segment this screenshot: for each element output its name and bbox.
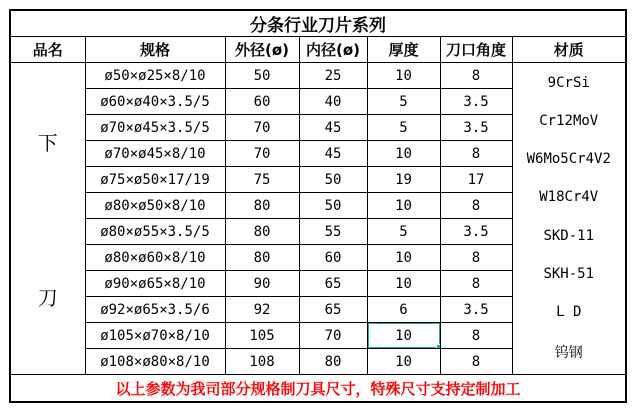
cell-outer[interactable]: 90 — [225, 271, 299, 297]
cell-thickness[interactable]: 10 — [367, 245, 440, 271]
cell-thickness[interactable]: 10 — [367, 141, 440, 167]
header-inner-diameter[interactable]: 内径(ø) — [299, 37, 367, 63]
cell-angle[interactable]: 17 — [440, 167, 512, 193]
cell-thickness[interactable]: 5 — [367, 115, 440, 141]
cell-angle[interactable]: 8 — [440, 323, 512, 349]
cell-outer[interactable]: 92 — [225, 297, 299, 323]
product-char-top: 下 — [37, 130, 58, 155]
cell-inner[interactable]: 45 — [299, 141, 367, 167]
blade-spec-table — [9, 9, 627, 403]
cell-angle[interactable]: 8 — [440, 271, 512, 297]
cell-inner[interactable]: 55 — [299, 219, 367, 245]
cell-inner[interactable]: 65 — [299, 271, 367, 297]
cell-angle[interactable]: 8 — [440, 63, 512, 89]
material-item: W6Mo5Cr4V2 — [526, 151, 611, 168]
material-item: 9CrSi — [547, 74, 590, 91]
cell-spec[interactable]: ø50×ø25×8/10 — [85, 63, 225, 89]
cell-thickness[interactable]: 10 — [367, 349, 440, 375]
material-item: L D — [556, 304, 582, 321]
table-row — [10, 63, 626, 89]
cell-outer[interactable]: 80 — [225, 193, 299, 219]
cell-inner[interactable]: 45 — [299, 115, 367, 141]
material-cell[interactable] — [512, 63, 626, 375]
cell-outer[interactable]: 108 — [225, 349, 299, 375]
cell-spec[interactable]: ø90×ø65×8/10 — [85, 271, 225, 297]
table-title-row — [10, 10, 626, 37]
table-title[interactable]: 分条行业刀片系列 — [10, 10, 626, 37]
cell-spec[interactable]: ø80×ø55×3.5/5 — [85, 219, 225, 245]
cell-spec[interactable]: ø108×ø80×8/10 — [85, 349, 225, 375]
cell-thickness[interactable]: 5 — [367, 219, 440, 245]
cell-inner[interactable]: 70 — [299, 323, 367, 349]
material-item: SKD-11 — [543, 227, 595, 244]
cell-inner[interactable]: 50 — [299, 193, 367, 219]
cell-spec[interactable]: ø105×ø70×8/10 — [85, 323, 225, 349]
cell-spec[interactable]: ø70×ø45×8/10 — [85, 141, 225, 167]
cell-inner[interactable]: 80 — [299, 349, 367, 375]
cell-thickness[interactable]: 10 — [367, 271, 440, 297]
cell-inner[interactable]: 25 — [299, 63, 367, 89]
header-product-name[interactable]: 品名 — [10, 37, 85, 63]
cell-angle[interactable]: 8 — [440, 245, 512, 271]
material-item: Cr12MoV — [539, 112, 599, 129]
cell-angle[interactable]: 3.5 — [440, 219, 512, 245]
material-item: SKH-51 — [543, 265, 595, 282]
cell-outer[interactable]: 50 — [225, 63, 299, 89]
cell-angle[interactable]: 8 — [440, 349, 512, 375]
table-header-row — [10, 37, 626, 63]
cell-thickness[interactable]: 10 — [367, 193, 440, 219]
material-item: 钨钢 — [554, 345, 583, 362]
cell-inner[interactable]: 40 — [299, 89, 367, 115]
header-thickness[interactable]: 厚度 — [367, 37, 440, 63]
cell-thickness[interactable]: 5 — [367, 89, 440, 115]
header-outer-diameter[interactable]: 外径(ø) — [225, 37, 299, 63]
cell-spec[interactable]: ø80×ø50×8/10 — [85, 193, 225, 219]
cell-angle[interactable]: 8 — [440, 141, 512, 167]
spreadsheet-grid — [9, 9, 627, 403]
cell-inner[interactable]: 60 — [299, 245, 367, 271]
cell-thickness[interactable]: 19 — [367, 167, 440, 193]
header-edge-angle[interactable]: 刀口角度 — [440, 37, 512, 63]
material-item: W18Cr4V — [539, 189, 599, 206]
cell-angle[interactable]: 3.5 — [440, 297, 512, 323]
selected-cell[interactable] — [367, 323, 440, 349]
cell-spec[interactable]: ø70×ø45×3.5/5 — [85, 115, 225, 141]
cell-spec[interactable]: ø60×ø40×3.5/5 — [85, 89, 225, 115]
table-footer-row — [10, 375, 626, 403]
cell-spec[interactable]: ø80×ø60×8/10 — [85, 245, 225, 271]
cell-angle[interactable]: 3.5 — [440, 115, 512, 141]
product-char-bottom: 刀 — [37, 285, 58, 310]
cell-angle[interactable]: 8 — [440, 193, 512, 219]
cell-inner[interactable]: 65 — [299, 297, 367, 323]
cell-outer[interactable]: 60 — [225, 89, 299, 115]
material-stack — [513, 64, 626, 374]
product-name-cell[interactable] — [10, 63, 85, 375]
product-name-stack — [11, 64, 85, 374]
cell-outer[interactable]: 70 — [225, 141, 299, 167]
cell-spec[interactable]: ø75×ø50×17/19 — [85, 167, 225, 193]
cell-outer[interactable]: 80 — [225, 245, 299, 271]
cell-thickness[interactable]: 10 — [367, 63, 440, 89]
cell-outer[interactable]: 105 — [225, 323, 299, 349]
cell-angle[interactable]: 3.5 — [440, 89, 512, 115]
cell-inner[interactable]: 50 — [299, 167, 367, 193]
cell-outer[interactable]: 70 — [225, 115, 299, 141]
cell-outer[interactable]: 75 — [225, 167, 299, 193]
selected-cell-value: 10 — [395, 327, 412, 344]
cell-thickness[interactable]: 6 — [367, 297, 440, 323]
selection-fill-handle[interactable] — [436, 344, 441, 349]
footer-note[interactable]: 以上参数为我司部分规格制刀具尺寸，特殊尺寸支持定制加工 — [10, 375, 626, 403]
cell-spec[interactable]: ø92×ø65×3.5/6 — [85, 297, 225, 323]
header-spec[interactable]: 规格 — [85, 37, 225, 63]
header-material[interactable]: 材质 — [512, 37, 626, 63]
cell-outer[interactable]: 80 — [225, 219, 299, 245]
